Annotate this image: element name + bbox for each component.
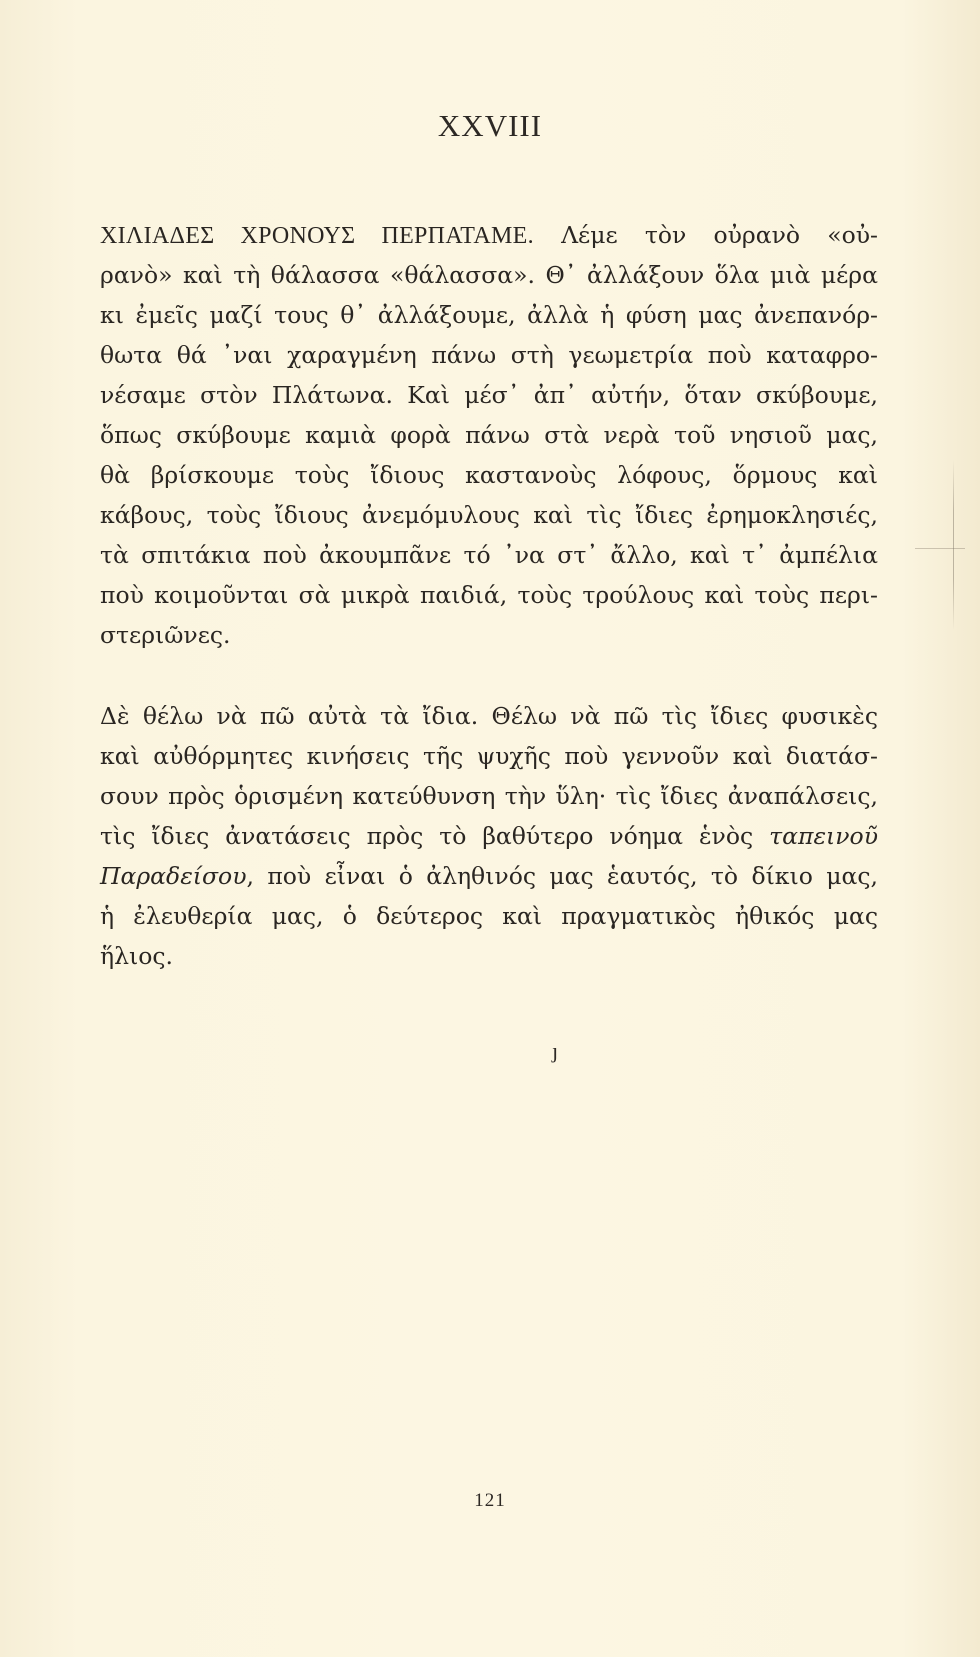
- text-span: , ποὺ εἶναι ὁ ἀληθινός μας ἑαυτός, τὸ δίκιο μας,: [246, 862, 878, 890]
- text-line: σουν πρὸς ὁρισμένη κατεύθυνση τὴν ὕλη· τὶς ἴδιες ἀναπάλσεις,: [100, 782, 878, 810]
- text-line: θωτα θά ᾽ναι χαραγμένη πάνω στὴ γεωμετρία ποὺ καταφρο-: [100, 341, 878, 369]
- text-line: [100, 215, 878, 255]
- margin-pencil-mark: [953, 460, 954, 630]
- text-line: κι ἐμεῖς μαζί τους θ᾽ ἀλλάξουμε, ἀλλὰ ἡ φύση μας ἀνεπανόρ-: [100, 301, 878, 329]
- paragraph-1: [100, 215, 878, 655]
- text-line: ποὺ κοιμοῦνται σὰ μικρὰ παιδιά, τοὺς τρούλους καὶ τοὺς περι-: [100, 581, 878, 609]
- paragraph-2: [100, 696, 878, 976]
- text-line: ἡ ἐλευθερία μας, ὁ δεύτερος καὶ πραγματικὸς ἠθικός μας: [100, 902, 878, 930]
- text-span: τὶς ἴδιες ἀνατάσεις πρὸς τὸ βαθύτερο νόημα ἑνὸς: [100, 822, 770, 850]
- text-line: τὰ σπιτάκια ποὺ ἀκουμπᾶνε τό ᾽να στ᾽ ἄλλο, καὶ τ᾽ ἀμπέλια: [100, 541, 878, 569]
- text-line: στεριῶνες.: [100, 621, 231, 649]
- text-line: νέσαμε στὸν Πλάτωνα. Καὶ μέσ᾽ ἀπ᾽ αὐτήν, ὅταν σκύβουμε,: [100, 381, 878, 409]
- italic-phrase: ταπεινοῦ: [769, 822, 878, 850]
- section-end-marker: ȷ: [552, 1038, 559, 1063]
- text-line: [100, 816, 878, 856]
- text-line: ἥλιος.: [100, 942, 173, 970]
- italic-phrase: Παραδείσου: [100, 862, 247, 890]
- page-number: 121: [474, 1490, 506, 1511]
- text-line: ὅπως σκύβουμε καμιὰ φορὰ πάνω στὰ νερὰ τοῦ νησιοῦ μας,: [100, 421, 878, 449]
- small-caps-opening: ΧΙΛΙΑΔΕΣ ΧΡΟΝΟΥΣ ΠΕΡΠΑΤΑΜΕ.: [100, 223, 534, 249]
- chapter-number: XXVIII: [437, 108, 543, 143]
- text-line: ρανὸ» καὶ τὴ θάλασσα «θάλασσα». Θ᾽ ἀλλάξουν ὅλα μιὰ μέρα: [100, 261, 878, 289]
- text-line: καὶ αὐθόρμητες κινήσεις τῆς ψυχῆς ποὺ γεννοῦν καὶ διατάσ-: [100, 742, 878, 770]
- text-span: Λέμε τὸν οὐρανὸ «οὐ-: [533, 221, 878, 249]
- text-line: θὰ βρίσκουμε τοὺς ἴδιους καστανοὺς λόφους, ὅρμους καὶ: [100, 461, 878, 489]
- text-line: κάβους, τοὺς ἴδιους ἀνεμόμυλους καὶ τὶς ἴδιες ἐρημοκλησιές,: [100, 501, 878, 529]
- text-line: [100, 856, 878, 896]
- text-line: Δὲ θέλω νὰ πῶ αὐτὰ τὰ ἴδια. Θέλω νὰ πῶ τὶς ἴδιες φυσικὲς: [100, 702, 878, 730]
- margin-pencil-tick: [915, 548, 965, 549]
